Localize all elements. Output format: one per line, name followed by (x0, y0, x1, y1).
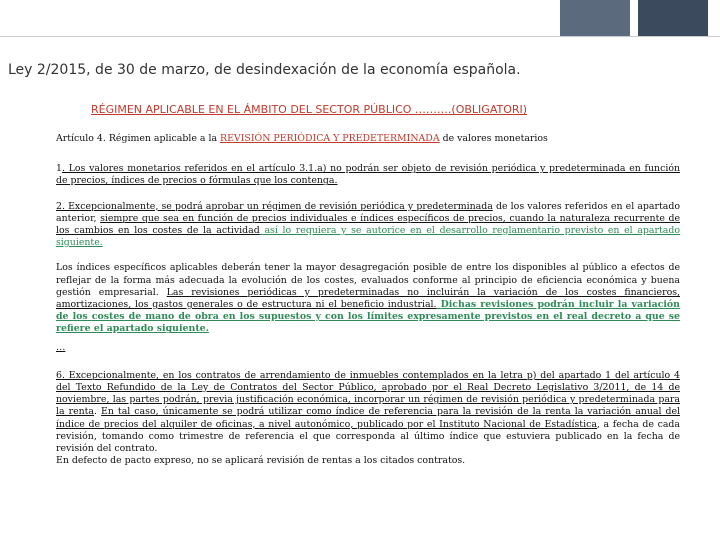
article-suffix: de valores monetarios (439, 133, 548, 144)
paragraph-2-part-c: siempre que sea en función de precios individuales e índices específicos de precios, cuando la naturaleza recurrente de los cambios en los costes de la actividad (56, 212, 680, 237)
top-bar-divider (0, 36, 720, 37)
paragraph-3-part-b: Las revisiones periódicas y predeterminadas no incluirán la variación de los costes financieros, amortizaciones, los gastos generales o de estructura ni el beneficio industrial. (56, 286, 680, 311)
paragraph-2-part-a: 2. Excepcionalmente, se podrá aprobar un régimen de revisión periódica y predeterminada (56, 200, 493, 212)
paragraph-6-part-c: En tal caso, únicamente se podrá utilizar como índice de referencia para la revisión de la renta la variación anual del índice de precios del alquiler de oficinas, a nivel autonómico, publicado por el Instituto Nacional de Estadística (56, 406, 680, 430)
law-text-body (56, 133, 680, 467)
paragraph-6-part-d: , a fecha de cada revisión, tomando como trimestre de referencia el que corresponda al último índice que estuviera publicado en la fecha de revisión del contrato. (56, 418, 680, 455)
article-prefix: Artículo 4. Régimen aplicable a la (56, 133, 221, 144)
paragraph-2-part-d: así lo requiera y se autorice en el desarrollo reglamentario previsto en el apartado siguiente. (56, 225, 681, 249)
paragraph-2-part-b: de los valores referidos en el apartado anterior, (56, 200, 680, 224)
top-bar-segment (560, 0, 630, 36)
slide-title: Ley 2/2015, de 30 de marzo, de desindexación de la economía española. (8, 62, 521, 78)
top-bar-segment (630, 0, 638, 36)
paragraph-3 (56, 262, 680, 335)
paragraph-1 (56, 163, 680, 187)
paragraph-1-text: . Los valores monetarios referidos en el artículo 3.1.a) no podrán ser objeto de revisión periódica y predeterminada en función de precios, índices de precios o fórmulas que los contenga. (56, 163, 680, 187)
paragraph-2 (56, 201, 680, 250)
top-bar-segment (708, 0, 720, 36)
paragraph-3-part-c: Dichas revisiones podrán incluir la variación de los costes de mano de obra en los supuestos y con los límites expresamente previstos en el real decreto a que se refiere el apartado siguiente. (56, 299, 680, 335)
top-bar-segment (0, 0, 560, 36)
paragraph-1-number: 1 (56, 163, 62, 175)
paragraph-6 (56, 370, 680, 468)
article-heading (56, 133, 680, 145)
ellipsis-marker: … (56, 341, 66, 353)
paragraph-6-part-a: 6. Excepcionalmente, en los contratos de arrendamiento de inmuebles contemplados en la letra p) del apartado 1 del artículo 4 del Texto Refundido de la Ley de Contratos del Sector Público, aprobado por el Real Decreto Legislativo 3/2011, de 14 de noviembre, las partes podrán, previa justificación económica, incorporar un régimen de revisión periódica y predeterminada para la renta (56, 369, 680, 418)
top-decoration-bar (0, 0, 720, 36)
paragraph-6-part-b: . (94, 406, 102, 418)
article-highlight: REVISIÓN PERIÓDICA Y PREDETERMINADA (220, 133, 440, 144)
top-bar-segment (638, 0, 708, 36)
paragraph-3-part-a: Los índices específicos aplicables deberán tener la mayor desagregación posible de entre los disponibles al público a efectos de reflejar de la forma más adecuada la evolución de los costes, evaluados conforme al principio de eficiencia económica y buena gestión empresarial. (56, 262, 680, 298)
final-sentence: En defecto de pacto expreso, no se aplicará revisión de rentas a los citados contratos. (56, 455, 466, 467)
section-subtitle: RÉGIMEN APLICABLE EN EL ÁMBITO DEL SECTOR PÚBLICO ……….(OBLIGATORI) (91, 103, 528, 116)
